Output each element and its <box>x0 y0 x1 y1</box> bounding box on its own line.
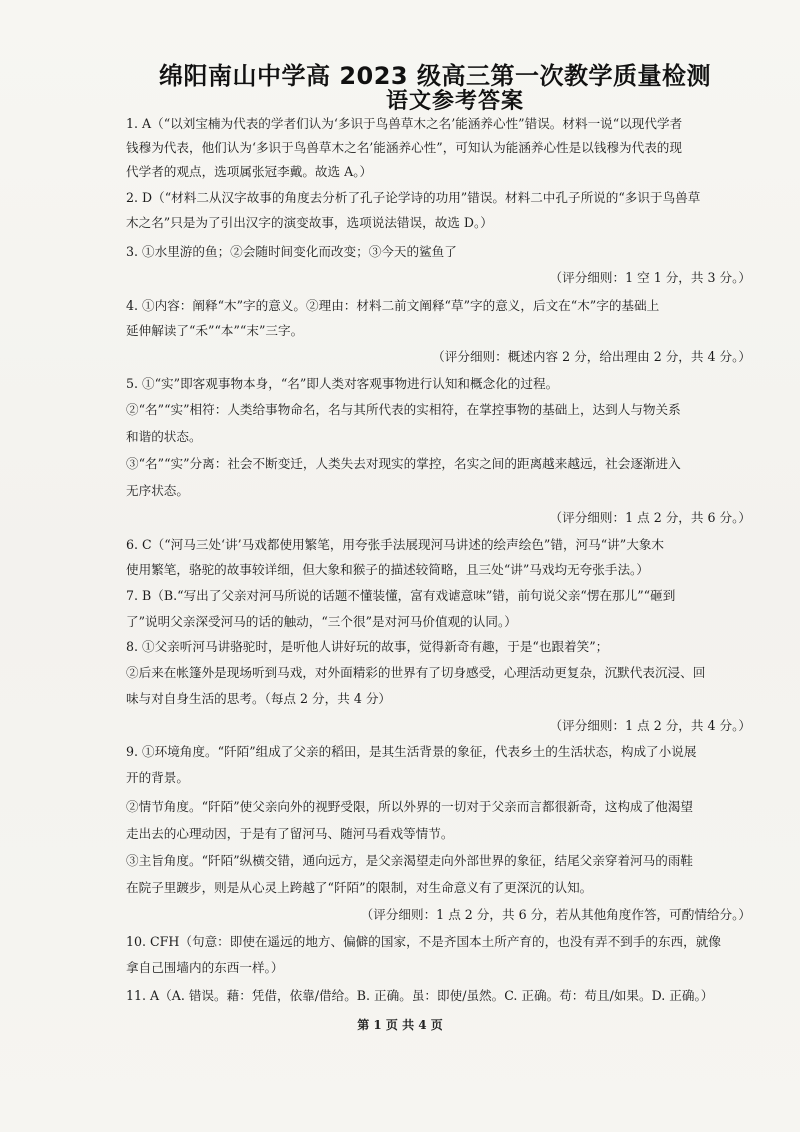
answer-line: 4. ①内容：阐释“木”字的意义。②理由：材料二前文阐释“草”字的意义，后文在“木”字的基础上 <box>126 298 660 313</box>
page-footer: 第 1 页 共 4 页 <box>357 1018 443 1032</box>
answer-line: ③主旨角度。“阡陌”纵横交错，通向远方，是父亲渴望走向外部世界的象征，结尾父亲穿着河马的雨鞋 <box>126 853 694 868</box>
answer-line: 走出去的心理动因，于是有了留河马、随河马看戏等情节。 <box>126 826 454 841</box>
scoring-note: （评分细则：概述内容 2 分，给出理由 2 分，共 4 分。） <box>432 349 751 364</box>
answer-line: 了”说明父亲深受河马的话的触动，“三个很”是对河马价值观的认同。） <box>126 614 517 629</box>
answer-line: 味与对自身生活的思考。（每点 2 分，共 4 分） <box>126 691 392 706</box>
answer-line: 7. B（B.“写出了父亲对河马所说的话题不懂装懂，富有戏谑意味”错，前句说父亲“愣在那儿”“砸到 <box>126 588 676 603</box>
answer-line: 9. ①环境角度。“阡陌”组成了父亲的稻田，是其生活背景的象征，代表乡土的生活状态，构成了小说展 <box>126 744 697 759</box>
answer-line: 延伸解读了“禾”“本”“末”三字。 <box>126 323 304 338</box>
answer-line: 无序状态。 <box>126 483 189 498</box>
answer-line: 5. ①“实”即客观事物本身，“名”即人类对客观事物进行认知和概念化的过程。 <box>126 376 559 391</box>
answer-line: ②情节角度。“阡陌”使父亲向外的视野受限，所以外界的一切对于父亲而言都很新奇，这构成了他渴望 <box>126 799 694 814</box>
scoring-note: （评分细则：1 点 2 分，共 4 分。） <box>549 718 751 733</box>
scoring-note: （评分细则：1 点 2 分，共 6 分。） <box>549 510 751 525</box>
answer-line: 代学者的观点，选项属张冠李戴。故选 A。） <box>126 164 373 179</box>
answer-line: ②后来在帐篷外是现场听到马戏，对外面精彩的世界有了切身感受，心理活动更复杂，沉默代表沉浸、回 <box>126 665 706 680</box>
answer-line: 拿自己围墙内的东西一样。） <box>126 960 284 975</box>
answer-line: 8. ①父亲听河马讲骆驼时，是听他人讲好玩的故事，觉得新奇有趣，于是“也跟着笑”； <box>126 639 609 654</box>
answer-line: 在院子里踱步，则是从心灵上跨越了“阡陌”的限制，对生命意义有了更深沉的认知。 <box>126 880 593 895</box>
answer-line: ②“名”“实”相符：人类给事物命名，名与其所代表的实相符，在掌控事物的基础上，达到人与物关系 <box>126 402 681 417</box>
scoring-note: （评分细则：1 点 2 分，共 6 分，若从其他角度作答，可酌情给分。） <box>360 907 751 922</box>
answer-key-subtitle: 语文参考答案 <box>385 89 524 114</box>
answer-line: 3. ①水里游的鱼；②会随时间变化而改变；③今天的鲨鱼了 <box>126 244 457 259</box>
answer-line: 1. A（“以刘宝楠为代表的学者们认为‘多识于鸟兽草木之名’能涵养心性”错误。材料一说“以现代学者 <box>126 116 683 131</box>
exam-title: 绵阳南山中学高 2023 级高三第一次教学质量检测 <box>158 62 711 90</box>
answer-line: 6. C（“河马三处‘讲’马戏都使用繁笔，用夸张手法展现河马讲述的绘声绘色”错，河马“讲”大象木 <box>126 537 664 552</box>
scoring-note: （评分细则：1 空 1 分，共 3 分。） <box>549 270 751 285</box>
answer-line: ③“名”“实”分离：社会不断变迁，人类失去对现实的掌控，名实之间的距离越来越远，社会逐渐进入 <box>126 456 681 471</box>
answer-line: 10. CFH（句意：即使在遥远的地方、偏僻的国家，不是齐国本土所产育的，也没有弄不到手的东西，就像 <box>126 934 721 949</box>
answer-line: 开的背景。 <box>126 770 189 785</box>
answer-line: 2. D（“材料二从汉字故事的角度去分析了孔子论学诗的功用”错误。材料二中孔子所说的“多识于鸟兽草 <box>126 190 701 205</box>
answer-line: 使用繁笔，骆驼的故事较详细，但大象和猴子的描述较简略，且三处“讲”马戏均无夸张手法。） <box>126 562 649 577</box>
answer-line: 和谐的状态。 <box>126 429 202 444</box>
answer-line: 木之名”只是为了引出汉字的演变故事，选项说法错误，故选 D。） <box>126 215 493 230</box>
answer-line: 11. A（A. 错误。藉：凭借，依靠/借给。B. 正确。虽：即使/虽然。C. 正确。苟：苟且/如果。D. 正确。） <box>126 988 714 1003</box>
answer-line: 钱穆为代表，他们认为‘多识于鸟兽草木之名’能涵养心性”，可知认为能涵养心性是以钱穆为代表的现 <box>126 140 682 155</box>
